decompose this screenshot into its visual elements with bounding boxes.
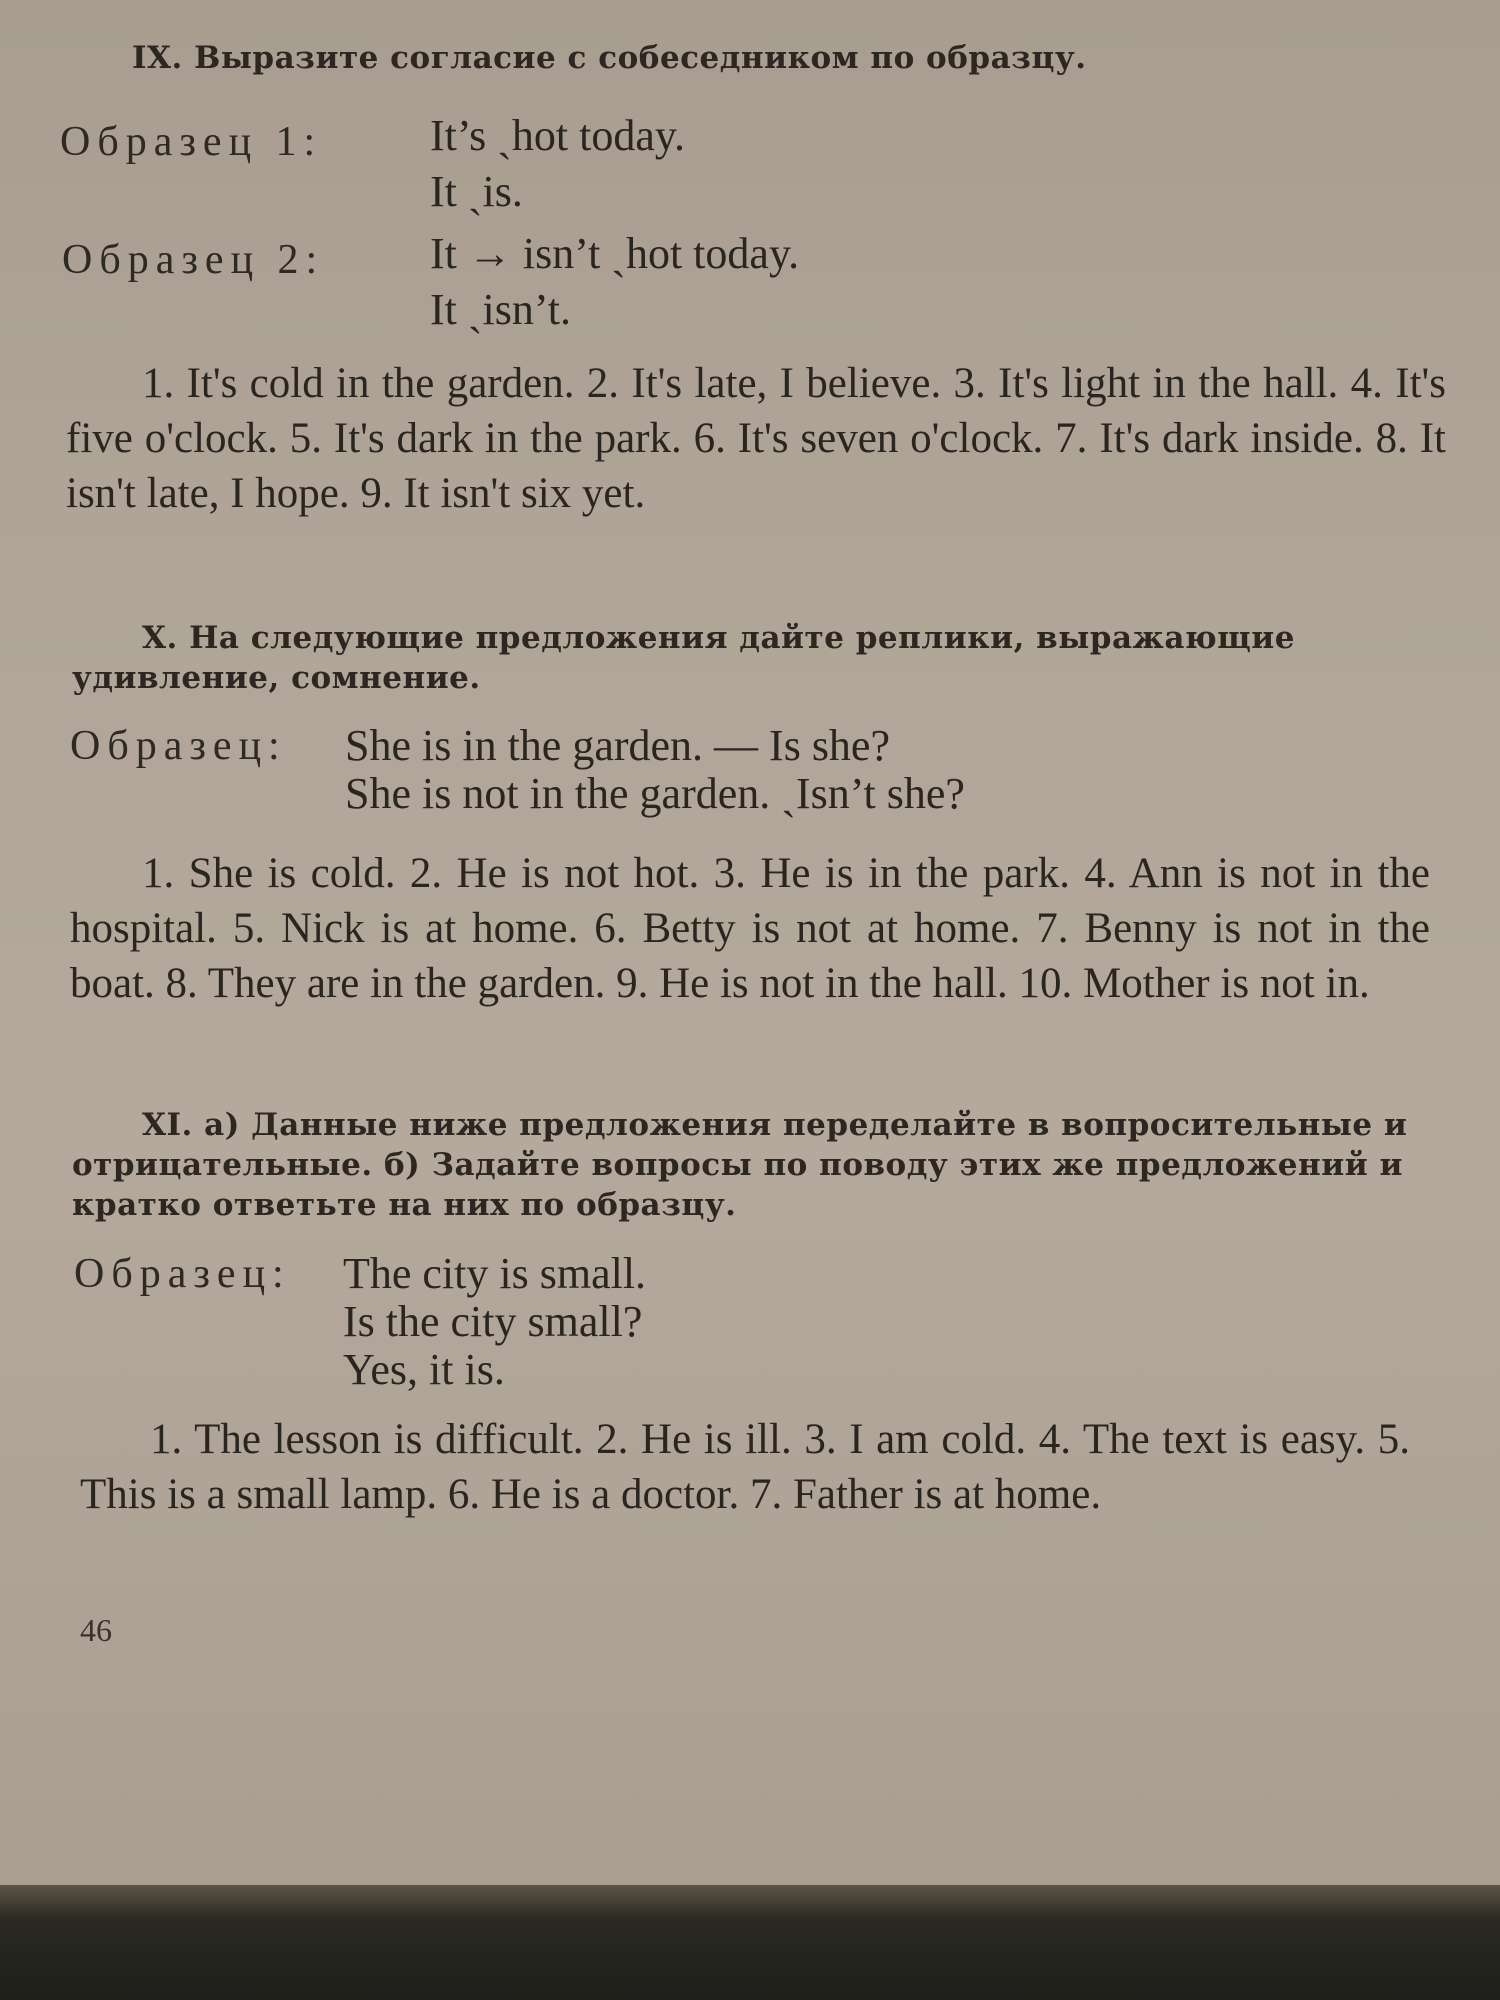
ex11-sample-line3: Yes, it is. [343, 1345, 505, 1394]
ex9-sample2-label: Образец 2: [62, 237, 325, 283]
exercise-11-heading: XI. а) Данные ниже предложения переделайте в вопросительные и отрицательные. б) Задайте вопросы по поводу этих же предложений и кратко ответьте на них по образцу. [72, 1107, 1408, 1223]
exercise-10-heading: X. На следующие предложения дайте реплики, выражающие удивление, сомнение. [72, 620, 1295, 696]
ex9-sample2-line2: It ˎisn’t. [430, 285, 571, 334]
ex9-sample1-line2: It ˎis. [430, 167, 523, 216]
ex9-sample2-line1: It → isn’t ˎhot today. [430, 229, 800, 278]
ex10-sample-label: Образец: [70, 723, 287, 769]
ex10-sample-line2: She is not in the garden. ˏIsn’t she? [345, 769, 965, 818]
ex11-exercise-text: 1. The lesson is difficult. 2. He is ill. 3. I am cold. 4. The text is easy. 5. This is a small lamp. 6. He is a doctor. 7. Father is at home. [80, 1416, 1410, 1518]
ex11-sample-line1: The city is small. [343, 1249, 647, 1298]
exercise-9-heading: IX. Выразите согласие с собеседником по образцу. [132, 40, 1087, 76]
page-number: 46 [80, 1612, 112, 1648]
ex10-sample-line1: She is in the garden. — Is she? [345, 721, 890, 770]
ex9-sample1-line1: It’s ˎhot today. [430, 111, 685, 160]
ex11-sample-line2: Is the city small? [343, 1297, 643, 1346]
ex9-exercise-text: 1. It's cold in the garden. 2. It's late, I believe. 3. It's light in the hall. 4. It's five o'clock. 5. It's dark in the park. 6. It's seven o'clock. 7. It's dark inside. 8. It isn't late, I hope. 9. It isn't six yet. [66, 360, 1446, 517]
background-surface [0, 1885, 1500, 2000]
ex11-sample-label: Образец: [74, 1251, 291, 1297]
ex10-exercise-text: 1. She is cold. 2. He is not hot. 3. He is in the park. 4. Ann is not in the hospital. 5. Nick is at home. 6. Betty is not at home. 7. Benny is not in the boat. 8. They are in the garden. 9. He is not in the hall. 10. Mother is not in. [70, 850, 1430, 1007]
ex9-sample1-label: Образец 1: [60, 119, 323, 165]
